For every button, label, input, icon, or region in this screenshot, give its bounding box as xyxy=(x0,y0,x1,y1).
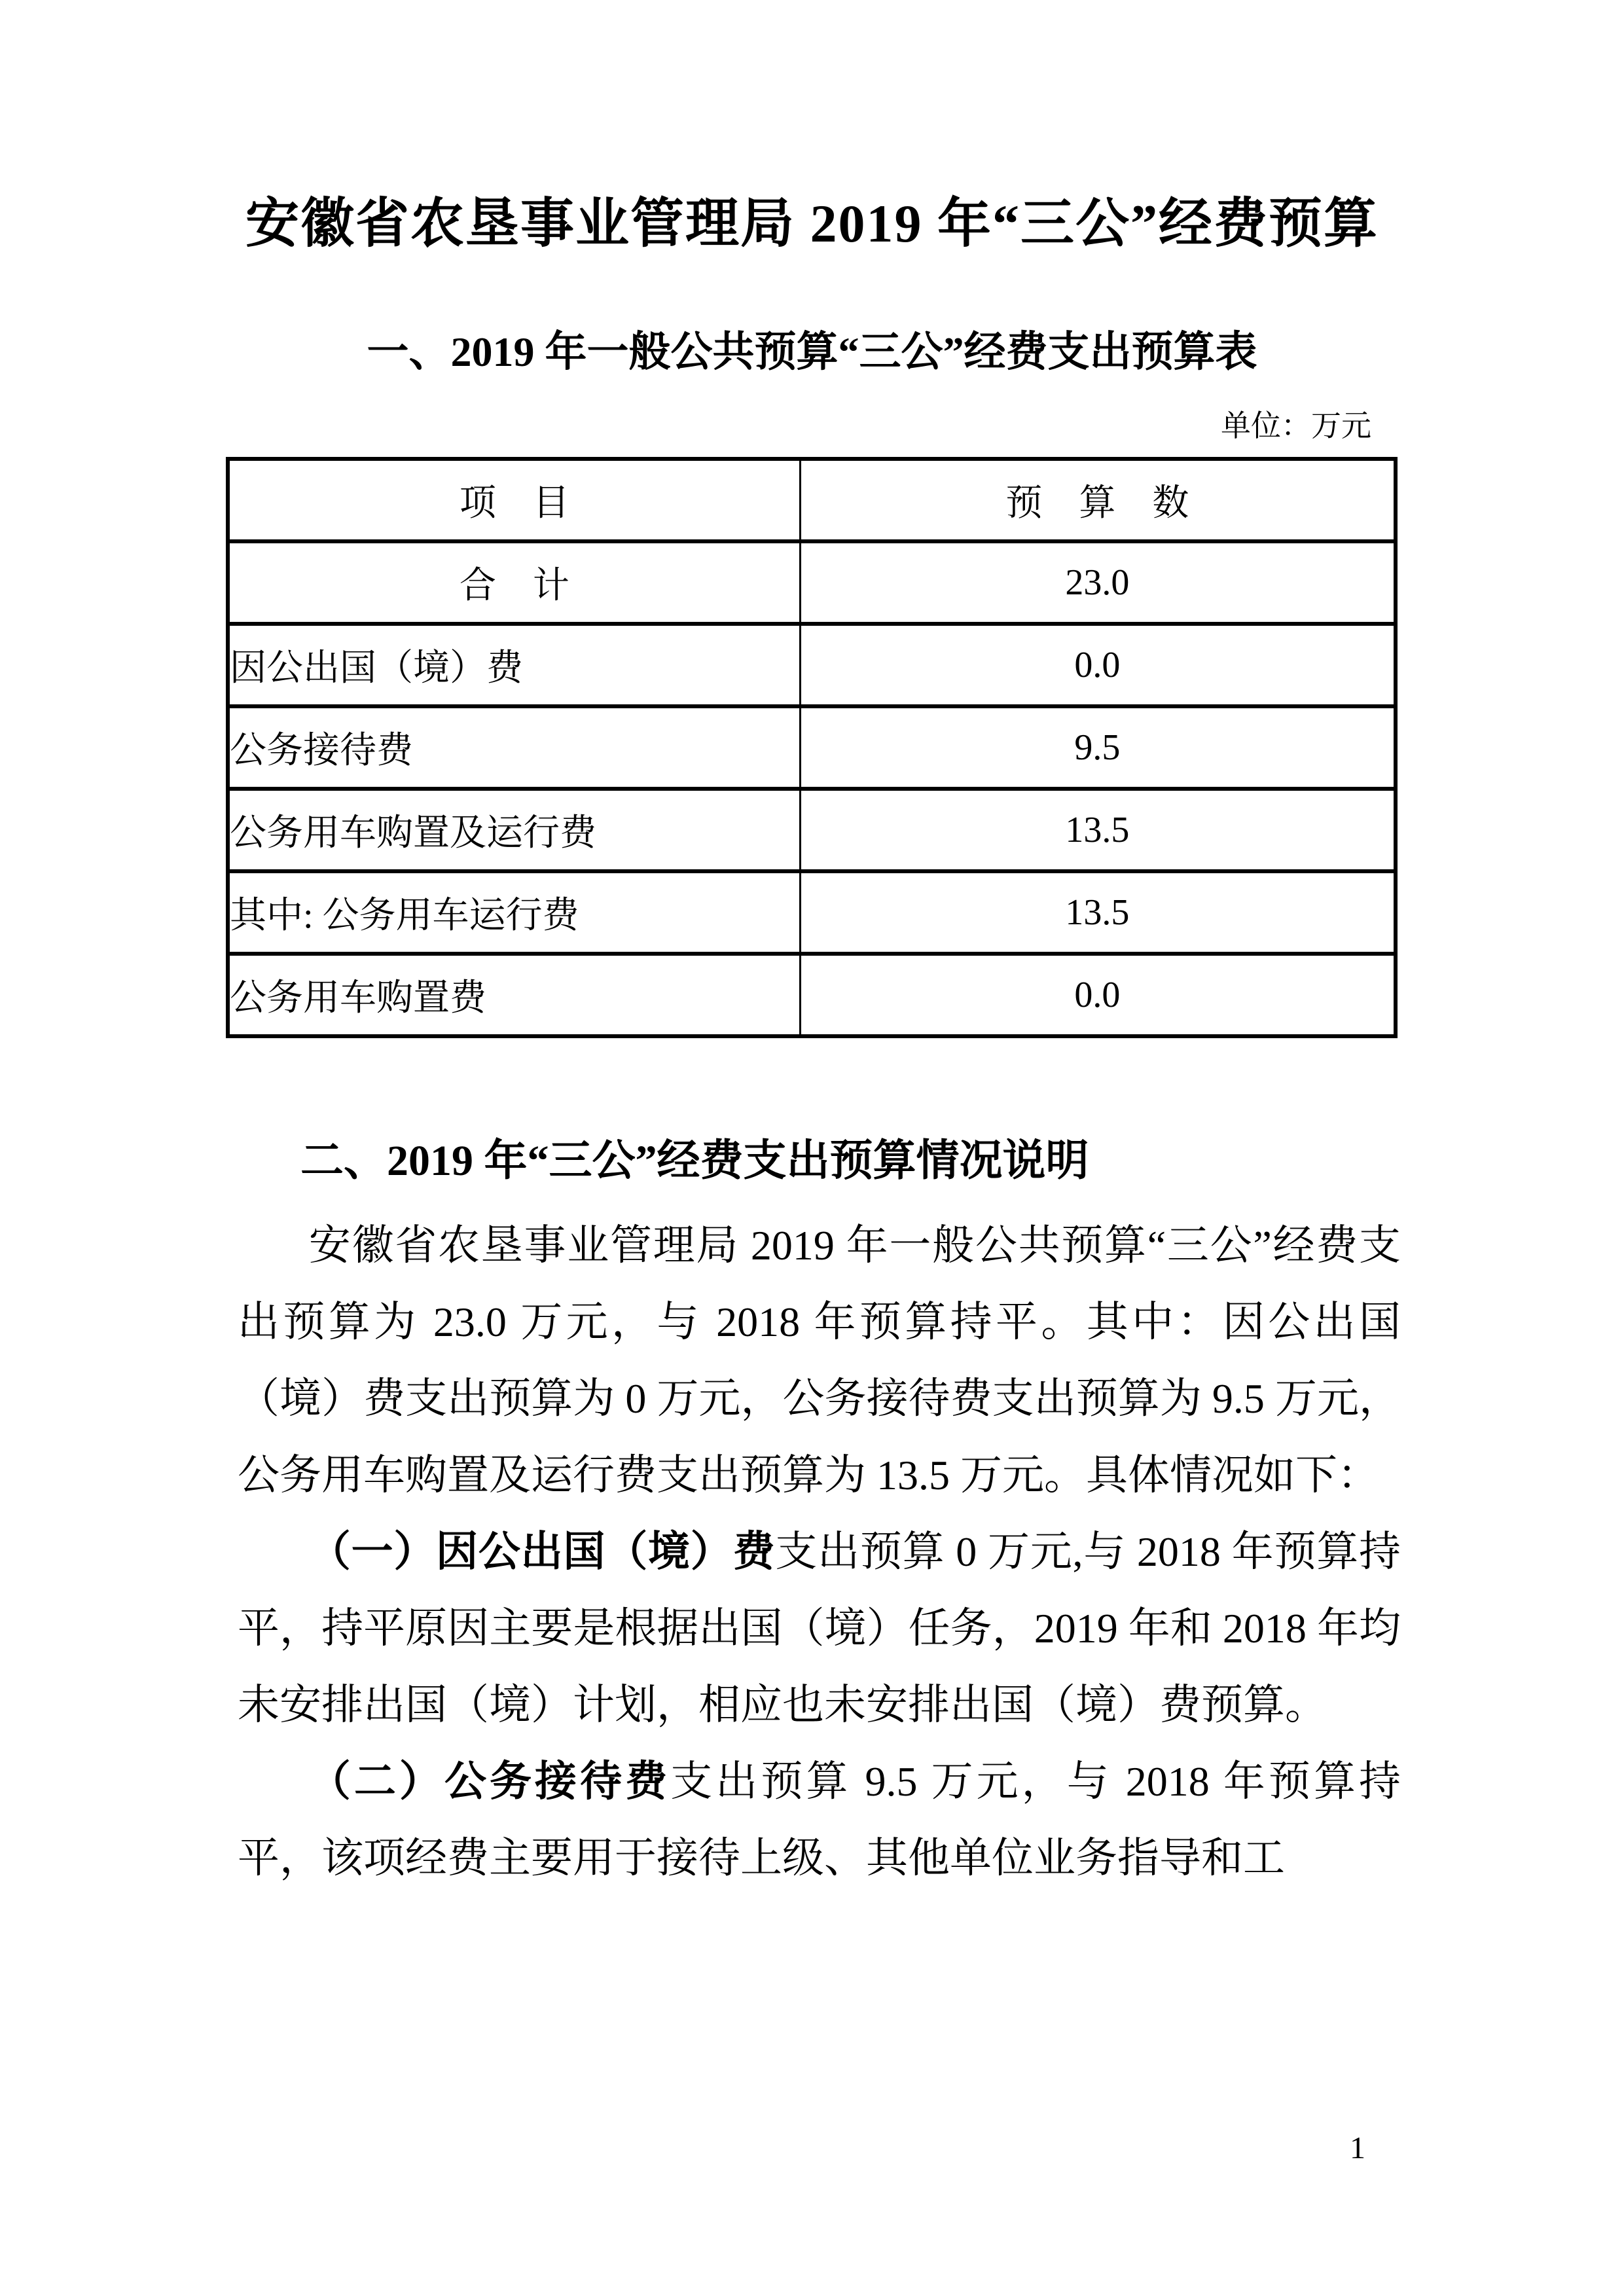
value-cell: 13.5 xyxy=(800,871,1396,954)
budget-table xyxy=(226,457,1398,1038)
table-row-total xyxy=(228,541,1396,624)
value-cell: 23.0 xyxy=(800,541,1396,624)
paragraph-item-2 xyxy=(238,1743,1401,1896)
paragraph-item-1-text: 支出预算 0 万元,与 2018 年预算持平，持平原因主要是根据出国（境）任务，2019 年和 2018 年均未安排出国（境）计划，相应也未安排出国（境）费预算。 xyxy=(238,1528,1401,1728)
table-row-vehicle-operation xyxy=(228,871,1396,954)
item-cell: 合 计 xyxy=(228,541,800,624)
value-cell: 0.0 xyxy=(800,954,1396,1036)
table-header-item: 项 目 xyxy=(228,459,800,541)
paragraph-item-2-text: 支出预算 9.5 万元，与 2018 年预算持平，该项经费主要用于接待上级、其他单位业务指导和工 xyxy=(238,1758,1401,1881)
section1-heading: 一、2019 年一般公共预算“三公”经费支出预算表 xyxy=(367,329,1257,376)
item-cell: 公务用车购置费 xyxy=(228,954,800,1036)
unit-label: 单位：万元 xyxy=(1221,408,1371,443)
value-cell: 9.5 xyxy=(800,706,1396,789)
paragraph-item-1 xyxy=(238,1513,1401,1743)
table-row-abroad-fee xyxy=(228,624,1396,706)
item-cell: 公务用车购置及运行费 xyxy=(228,789,800,871)
table-header-row xyxy=(228,459,1396,541)
paragraph-intro xyxy=(238,1207,1401,1513)
value-cell: 13.5 xyxy=(800,789,1396,871)
value-cell: 0.0 xyxy=(800,624,1396,706)
section2-body xyxy=(238,1207,1401,1896)
item-cell: 公务接待费 xyxy=(228,706,800,789)
section2-heading: 二、2019 年“三公”经费支出预算情况说明 xyxy=(300,1137,1089,1185)
document-title: 安徽省农垦事业管理局 2019 年“三公”经费预算 xyxy=(245,194,1379,253)
page-number: 1 xyxy=(1350,2131,1365,2165)
item-cell: 其中: 公务用车运行费 xyxy=(228,871,800,954)
table-header-value: 预 算 数 xyxy=(800,459,1396,541)
table-row-vehicle-purchase xyxy=(228,954,1396,1036)
item-cell: 因公出国（境）费 xyxy=(228,624,800,706)
paragraph-item-1-lead: （一）因公出国（境）费 xyxy=(308,1528,776,1575)
paragraph-intro-text: 安徽省农垦事业管理局 2019 年一般公共预算“三公”经费支出预算为 23.0 万元，与 2018 年预算持平。其中：因公出国（境）费支出预算为 0 万元，公务接待费支出预算为 9.5 万元，公务用车购置及运行费支出预算为 13.5 万元。具体情况如下： xyxy=(238,1221,1401,1498)
table-row-vehicle-total xyxy=(228,789,1396,871)
paragraph-item-2-lead: （二）公务接待费 xyxy=(308,1758,671,1805)
table-row-reception-fee xyxy=(228,706,1396,789)
